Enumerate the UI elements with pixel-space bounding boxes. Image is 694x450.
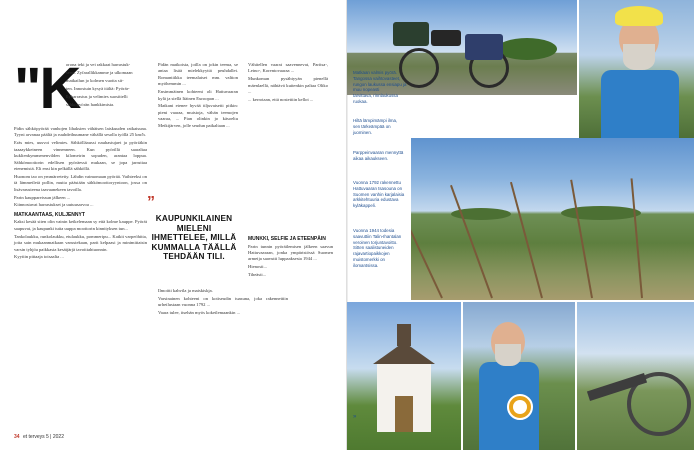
caption-landscape	[353, 150, 409, 162]
paragraph: Vähitellen vaarat saavennevat, Paritsa-, Leino-, Korentovaaraa ...	[248, 62, 328, 74]
paragraph: Pidän matkoista, joilla on jokin teema, se antaa lisää mielekkyyttä peuhdallet. Romantiikka teemalaiset mm. valtion myöhemmin ...	[158, 62, 238, 87]
caption-line: Vuonna 1792 rakennettu Hattuvaaran tsasouna on	[353, 180, 403, 191]
caption-drinking	[353, 118, 409, 135]
intro-line: sähköpyörän hankkimista.	[66, 101, 115, 107]
page-footer	[14, 434, 64, 440]
body-column-2-lower	[158, 288, 288, 318]
caption-line: Vuonna 1944 todesia saavuttiin Talin-Ihantalan veroinen torjuntavoitto. Sitten saalistuneiden rajavartiopaikkojen muistomerkki on ilomantsissa.	[353, 228, 402, 268]
paragraph: Munkoman pysähtyyän pienellä mäenlaellä, nähtävä kuitenkin paltaa Oliko ...	[248, 76, 328, 95]
paragraph: ... kerrotaan, että nostettiin kellot ...	[248, 97, 314, 103]
paragraph: Kyytiin pittaaja toisaalta ...	[14, 254, 64, 260]
caption-line: Hiltä lämpimämpi ilma,	[353, 118, 398, 123]
page-number: 34	[14, 434, 20, 440]
intro-line: orona teki ja vei rakkaat harrastuk-	[66, 62, 131, 67]
paragraph: Huonom tao on ymmärretetty. Lähdin vaimomaan pyörää. Vaihteeksi on tä lämmeiletä pollin, mutta päästään sähkömoottoryyntoon, jossa on lisävarusteena taavaanekeen tavoilla.	[14, 173, 147, 192]
fence-post-icon	[510, 182, 543, 298]
body-column-2	[158, 62, 238, 131]
paragraph: Parin kauppareissun jälkeen ...	[14, 194, 71, 200]
intro-column	[66, 62, 147, 109]
paragraph: Tankolaukku, runkolaukku, etulaukku, pommeripu... Katkit varpeöhitta, jotta sain mukaanmatkaan varustekaan, parit kelpaasi ja minimittaisin varsin tyhjöa paikkasta kesätjärjä tavoittahtuonnin.	[14, 233, 147, 252]
handlebar-bag-icon	[393, 22, 429, 46]
paragraph: Kiinnostavat harrastukset ja uutuusarvoa ...	[14, 202, 94, 208]
fence-post-icon	[450, 185, 493, 298]
chapel-tower-icon	[397, 324, 411, 346]
photo-cyclist-drinking	[579, 0, 694, 138]
paragraph: Ensimmäinen kohteeni oli Hattuvaaran kylä ja siellä Itäinen Euroopan ...	[158, 89, 238, 101]
drop-cap: "K	[14, 56, 80, 121]
caption-line: Suomen vanhin karjalaisia arkkitehtuuria edustava kyläkappeli.	[353, 191, 405, 209]
paragraph: Tiheästi...	[248, 272, 267, 278]
photo-fence-landscape	[411, 138, 694, 300]
pull-quote: KAUPUNKILAINEN MIELENI IHMETTELEE, MILLÄ KUMMALLA TÄÄLLÄ TEHDÄÄN TILI.	[151, 214, 237, 262]
paragraph: Matkani etenee hyvää tiljuvaisetti pitkin: pieni vaaraa, muistoja, vähän teemojen vaaraa, ... Pian olinkin jo käsoeltu Meikijärven, jolle seudun paikaltaan ...	[158, 103, 238, 128]
paragraph: Ilmoitti kahvila ja maiskiskja.	[158, 288, 213, 293]
caption-line: rungon laukussa ensiapu ja muu nopeasti	[353, 81, 407, 93]
caption-line: Matkaan valmis pyörä. Tangossa vaihtovasteet,	[353, 70, 401, 81]
continue-arrows-icon: »	[353, 414, 357, 420]
paragraph: Pidin sähköpyörää vanhojen lihaksien vähäisen laiskuuden ratkaisuna. Tyyni arvanaa pääliä ja ruuhdeihuumane vähällä sesolla työllä 25 km/h.	[14, 126, 147, 138]
subhead: MUNKKI, SELFIE JA ETEENPÄIN	[248, 236, 326, 242]
paragraph: Vaara tulee, itsehän myös kokeilemaankin ...	[158, 310, 241, 316]
caption-line: sen tärkeämpää on juominen.	[353, 123, 391, 135]
pannier-bag-icon	[465, 34, 503, 60]
paragraph: Eräs mies, uusvoi velimies. Sähkölläaussi nauhastujaet ja pyöriäkin taaaaykkeineen vinnenneen. Kun pyörillä saaraltaa kuklienkymmenenvilden kilometrin sopuden, arantaa loppua. Sähkömoottorin edellisen pyöräessä mukaan, se jopa jarruttaa etenemistä. Eli ensi kin pelkällä sähköllä.	[14, 140, 147, 171]
photo-chapel	[347, 302, 461, 450]
intro-line: matkailun jo kolmen vuotta sit-	[66, 77, 124, 83]
fence-post-icon	[631, 178, 643, 298]
helmet-icon	[615, 6, 663, 26]
paragraph: Parin tunnin pyöräilemisen jälkeen saavun Hattuvaaraan, jonka ympäristössä Suomen armeija saavutti luppaaksesta 1944 ...	[248, 243, 333, 262]
map-pin-icon	[507, 394, 533, 420]
paragraph: Varsinainen kohteeni on kotiseudin tuasuna, joka rakennettiin urheilustaan vuonna 1792 ...	[158, 295, 288, 308]
caption-line: tarvittava, rinnlaukussa ruokaa.	[353, 93, 398, 104]
beard-icon	[623, 44, 655, 70]
intro-line: ten. Innostuin kysyä itältä: Pyörär-	[66, 85, 130, 91]
forest-line-icon	[561, 206, 641, 220]
quote-mark-icon: ”	[147, 194, 155, 211]
caption-bicycle	[353, 70, 409, 105]
subhead: MATKAANTAAS, KULJENNYT	[14, 211, 85, 218]
shirt-icon	[601, 70, 679, 138]
photo-cannon-memorial	[577, 302, 694, 450]
intro-line: semi. Zyfarallikkamme ja ulkomaan	[66, 69, 133, 75]
caption-memorial	[353, 228, 409, 269]
body-column-1	[14, 126, 147, 262]
fence-post-icon	[570, 180, 593, 299]
chapel-door-icon	[395, 396, 413, 432]
photo-cyclist-selfie	[463, 302, 575, 450]
paragraph: Hienosti...	[248, 264, 268, 270]
caption-chapel	[353, 180, 409, 209]
fence-post-icon	[411, 189, 443, 299]
paragraph: Kaksi kesää siten olin vainin keikelemaan sy että kolme kauppe. Pyörät saapuvat, ja kaupunki tutta uuppa moottorin kinnityksen tun...	[14, 219, 147, 231]
intro-line: llyharrastus ja velimies suosittelli	[66, 93, 128, 99]
caption-line: Parppeinvaaran mennyttä aikaa aikaukseen.	[353, 150, 404, 161]
magazine-issue: et terveys 5 | 2022	[22, 434, 64, 440]
body-column-3-lower	[248, 233, 333, 280]
beard-icon	[495, 344, 521, 366]
body-column-3	[248, 62, 328, 105]
frame-bag-icon	[431, 30, 461, 46]
